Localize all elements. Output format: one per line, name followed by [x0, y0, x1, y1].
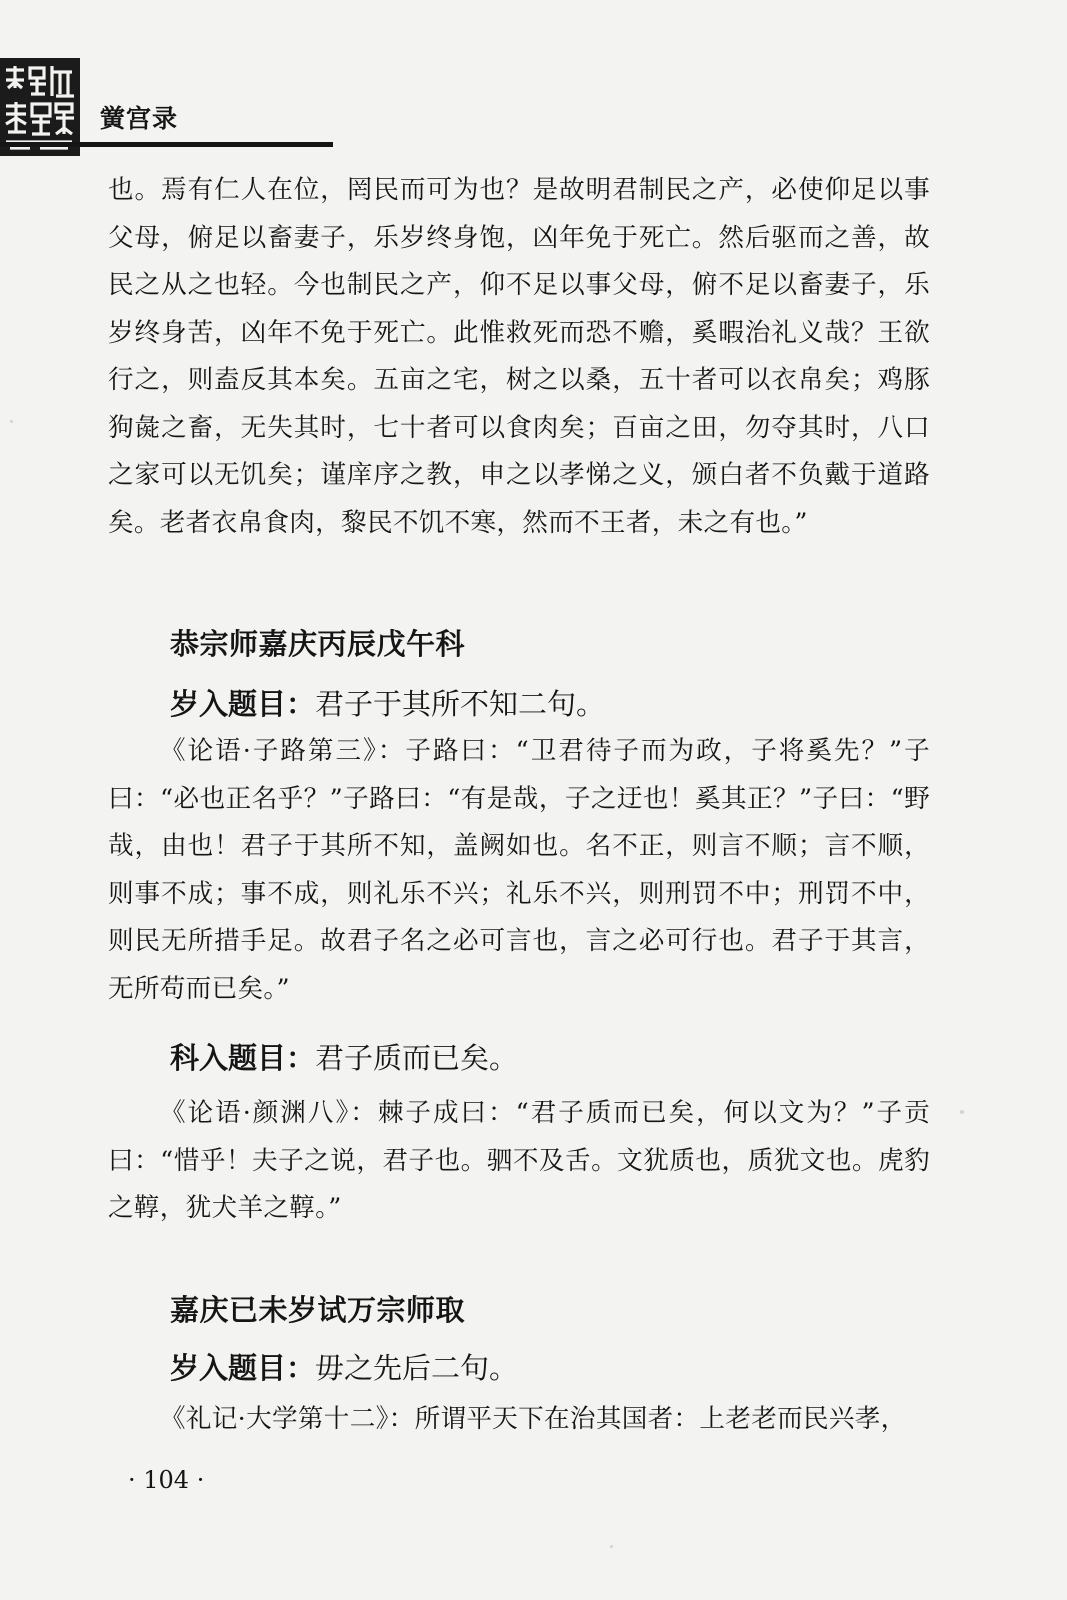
paragraph-lunyu-yanyuan: 《论语·颜渊八》：棘子成曰：“君子质而已矣，何以文为？”子贡曰：“惜乎！夫子之说，君子也。驷不及舌。文犹质也，质犹文也。虎豹之鞟，犹犬羊之鞟。” [108, 1098, 930, 1223]
section-heading-2: 嘉庆已未岁试万宗师取 [170, 1293, 466, 1327]
scan-speck [610, 1545, 613, 1548]
question-line-3 [170, 1346, 518, 1387]
running-title: 黉宫录 [100, 104, 179, 133]
section-heading-1: 恭宗师嘉庆丙辰戊午科 [170, 627, 466, 661]
question-line-1 [170, 682, 605, 723]
question-label: 科入题目： [170, 1041, 316, 1075]
question-label: 岁入题目： [170, 687, 316, 721]
scan-speck [10, 420, 13, 423]
header-rule [0, 142, 333, 147]
question-text: 君子质而已矣。 [315, 1041, 519, 1075]
question-text: 毋之先后二句。 [315, 1351, 519, 1385]
scan-speck [960, 1110, 964, 1114]
paragraph-liji-daxue: 《礼记·大学第十二》：所谓平天下在治其国者：上老老而民兴孝， [160, 1404, 907, 1434]
paragraph-lunyu-zilu: 《论语·子路第三》：子路曰：“卫君待子而为政，子将奚先？”子曰：“必也正名乎？”子路曰：“有是哉，子之迂也！奚其正？”子曰：“野哉，由也！君子于其所不知，盖阙如也。名不正，则言不顺；言不顺，则事不成；事不成，则礼乐不兴；礼乐不兴，则刑罚不中；刑罚不中，则民无所措手足。故君子名之必可言也，言之必可行也。君子于其言，无所苟而已矣。” [108, 736, 930, 1004]
page-number: · 104 · [128, 1466, 205, 1494]
question-text: 君子于其所不知二句。 [315, 687, 606, 721]
paragraph-continued: 也。焉有仁人在位，罔民而可为也？是故明君制民之产，必使仰足以事父母，俯足以畜妻子，乐岁终身饱，凶年免于死亡。然后驱而之善，故民之从之也轻。今也制民之产，仰不足以事父母，俯不足以畜妻子，乐岁终身苦，凶年不免于死亡。此惟救死而恐不赡，奚暇治礼义哉？王欲行之，则盍反其本矣。五亩之宅，树之以桑，五十者可以衣帛矣；鸡豚狗彘之畜，无失其时，七十者可以食肉矣；百亩之田，勿夺其时，八口之家可以无饥矣；谨庠序之教，申之以孝悌之义，颁白者不负戴于道路矣。老者衣帛食肉，黎民不饥不寒，然而不王者，未之有也。” [108, 175, 930, 538]
question-line-2 [170, 1036, 518, 1077]
question-label: 岁入题目： [170, 1351, 316, 1385]
